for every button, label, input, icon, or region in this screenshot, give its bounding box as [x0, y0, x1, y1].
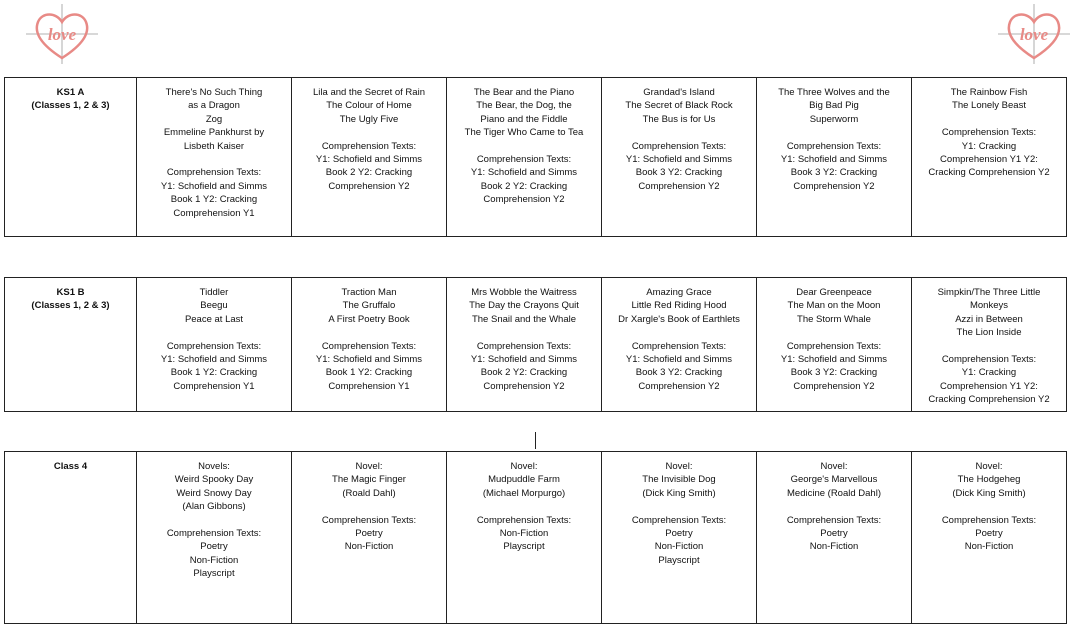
row-label: [5, 78, 137, 237]
text-line: The Invisible Dog: [642, 474, 716, 486]
text-line: Comprehension Y1: [328, 380, 410, 392]
text-line: Y1: Schofield and Simms: [625, 154, 733, 166]
text-line: Mrs Wobble the Waitress: [471, 287, 577, 298]
text-line: Comprehension Y2: [793, 380, 875, 392]
text-line: Playscript: [658, 554, 700, 566]
text-line: Big Bad Pig: [809, 100, 859, 112]
book-cell: [447, 78, 602, 237]
text-line: Superworm: [809, 113, 859, 125]
text-line: Comprehension Y2: [483, 194, 565, 206]
text-line: Non-Fiction: [344, 541, 394, 553]
text-line: The Rainbow Fish: [950, 87, 1028, 98]
text-line: Non-Fiction: [189, 554, 239, 566]
text-line: The Bear and the Piano: [473, 87, 575, 98]
text-line: The Man on the Moon: [787, 300, 881, 312]
spacer: [451, 500, 597, 513]
book-cell: [137, 78, 292, 237]
text-line: KS1 A: [56, 87, 85, 98]
text-line: Novels:: [198, 461, 230, 472]
text-line: Comprehension Y1 Y2:: [940, 380, 1038, 392]
text-line: Emmeline Pankhurst by: [163, 127, 265, 139]
text-line: The Three Wolves and the: [778, 87, 890, 98]
text-line: Y1: Cracking: [961, 367, 1017, 379]
spacer: [296, 500, 442, 513]
text-line: Weird Spooky Day: [174, 474, 254, 486]
text-line: Y1: Schofield and Simms: [315, 154, 423, 166]
text-line: Y1: Schofield and Simms: [160, 354, 268, 366]
text-line: Poetry: [820, 528, 848, 540]
spacer: [761, 126, 907, 139]
text-line: Book 3 Y2: Cracking: [790, 367, 878, 379]
text-line: Comprehension Texts:: [631, 140, 727, 152]
text-line: The Snail and the Whale: [471, 313, 577, 325]
text-line: Comprehension Y1 Y2:: [940, 154, 1038, 166]
row-label: [5, 278, 137, 412]
text-line: Mudpuddle Farm: [488, 474, 560, 486]
text-line: Book 2 Y2: Cracking: [480, 367, 568, 379]
book-cell: [602, 278, 757, 412]
book-cell: [757, 278, 912, 412]
text-line: George's Marvellous: [790, 474, 878, 486]
spacer: [451, 140, 597, 153]
spacer: [916, 340, 1062, 353]
text-line: Y1: Schofield and Simms: [625, 354, 733, 366]
text-line: Medicine (Roald Dahl): [787, 487, 881, 499]
text-line: Non-Fiction: [499, 528, 549, 540]
text-line: Amazing Grace: [646, 287, 712, 298]
text-line: Comprehension Texts:: [941, 514, 1037, 526]
text-line: (Roald Dahl): [342, 487, 396, 499]
text-line: Book 1 Y2: Cracking: [170, 194, 258, 206]
text-line: Comprehension Texts:: [631, 340, 727, 352]
book-cell: [912, 78, 1067, 237]
book-cell: [757, 78, 912, 237]
text-line: Comprehension Texts:: [786, 340, 882, 352]
text-line: Comprehension Y1: [173, 380, 255, 392]
text-line: Book 2 Y2: Cracking: [325, 167, 413, 179]
text-line: The Storm Whale: [797, 313, 871, 325]
text-line: Comprehension Texts:: [476, 340, 572, 352]
row-label: [5, 452, 137, 624]
text-line: The Day the Crayons Quit: [469, 300, 579, 312]
text-line: Comprehension Texts:: [166, 340, 262, 352]
text-line: Comprehension Texts:: [476, 154, 572, 166]
text-line: Comprehension Y2: [638, 380, 720, 392]
text-line: Novel:: [975, 461, 1003, 472]
text-line: Book 3 Y2: Cracking: [790, 167, 878, 179]
text-line: Class 4: [53, 461, 88, 472]
text-line: A First Poetry Book: [328, 313, 410, 325]
class4-block: [4, 451, 1067, 624]
book-cell: [757, 452, 912, 624]
school-logo-right: [998, 4, 1070, 64]
text-line: Comprehension Texts:: [476, 514, 572, 526]
text-line: Comprehension Y2: [793, 180, 875, 192]
text-line: (Dick King Smith): [952, 487, 1026, 499]
text-line: Comprehension Texts:: [321, 140, 417, 152]
book-cell: [137, 452, 292, 624]
text-line: Piano and the Fiddle: [480, 113, 568, 125]
text-line: Comprehension Texts:: [166, 167, 262, 179]
text-line: Comprehension Y1: [173, 207, 255, 219]
book-cell: [912, 452, 1067, 624]
spacer: [606, 326, 752, 339]
text-line: Comprehension Texts:: [941, 354, 1037, 366]
spacer: [296, 126, 442, 139]
text-line: The Gruffalo: [342, 300, 396, 312]
text-line: Simpkin/The Three Little: [937, 287, 1041, 298]
text-line: Poetry: [355, 528, 383, 540]
book-cell: [137, 278, 292, 412]
spacer: [451, 326, 597, 339]
text-line: Non-Fiction: [964, 541, 1014, 553]
school-logo-left: [26, 4, 98, 64]
text-line: Non-Fiction: [809, 541, 859, 553]
spacer: [761, 326, 907, 339]
text-line: The Hodgeheg: [957, 474, 1021, 486]
spacer: [606, 126, 752, 139]
spacer: [916, 113, 1062, 126]
text-line: Comprehension Texts:: [786, 514, 882, 526]
text-line: Y1: Schofield and Simms: [780, 154, 888, 166]
text-line: Y1: Schofield and Simms: [160, 180, 268, 192]
text-line: Y1: Schofield and Simms: [470, 354, 578, 366]
text-line: (Michael Morpurgo): [482, 487, 566, 499]
book-cell: [292, 278, 447, 412]
ks1b-block: [4, 277, 1067, 412]
book-cell: [292, 78, 447, 237]
text-line: (Dick King Smith): [642, 487, 716, 499]
text-line: (Classes 1, 2 & 3): [31, 100, 110, 112]
text-line: The Ugly Five: [339, 113, 399, 125]
text-line: Comprehension Texts:: [786, 140, 882, 152]
spacer: [606, 500, 752, 513]
text-line: There's No Such Thing: [165, 87, 263, 98]
text-line: Comprehension Y2: [638, 180, 720, 192]
text-line: Novel:: [665, 461, 693, 472]
text-line: Y1: Cracking: [961, 140, 1017, 152]
text-line: Novel:: [820, 461, 848, 472]
text-line: Peace at Last: [184, 313, 244, 325]
text-line: Weird Snowy Day: [176, 487, 252, 499]
text-line: Y1: Schofield and Simms: [780, 354, 888, 366]
logo-text: love: [47, 25, 77, 44]
text-line: The Magic Finger: [332, 474, 406, 486]
text-line: Playscript: [503, 541, 545, 553]
text-line: Comprehension Texts:: [166, 528, 262, 540]
text-line: Y1: Schofield and Simms: [470, 167, 578, 179]
spacer: [761, 500, 907, 513]
text-line: Traction Man: [341, 287, 397, 298]
text-line: The Secret of Black Rock: [625, 100, 733, 112]
text-line: Book 1 Y2: Cracking: [325, 367, 413, 379]
text-line: Comprehension Texts:: [631, 514, 727, 526]
text-line: as a Dragon: [188, 100, 240, 112]
text-line: The Tiger Who Came to Tea: [464, 127, 584, 139]
text-line: Grandad's Island: [643, 87, 715, 98]
text-line: Monkeys: [969, 300, 1008, 312]
text-line: Lisbeth Kaiser: [183, 140, 245, 152]
text-line: Dear Greenpeace: [796, 287, 872, 298]
divider-line: [535, 432, 536, 449]
text-line: The Lonely Beast: [952, 100, 1026, 112]
text-line: Tiddler: [199, 287, 229, 298]
text-line: Poetry: [665, 528, 693, 540]
book-cell: [447, 452, 602, 624]
text-line: KS1 B: [56, 287, 85, 298]
text-line: The Colour of Home: [326, 100, 412, 112]
text-line: Cracking Comprehension Y2: [928, 167, 1050, 179]
text-line: Little Red Riding Hood: [631, 300, 727, 312]
text-line: (Alan Gibbons): [182, 501, 246, 513]
text-line: Comprehension Texts:: [321, 514, 417, 526]
text-line: The Bear, the Dog, the: [476, 100, 572, 112]
text-line: Poetry: [200, 541, 228, 553]
text-line: Azzi in Between: [955, 313, 1023, 325]
text-line: Lila and the Secret of Rain: [313, 87, 425, 98]
spacer: [916, 500, 1062, 513]
logo-text: love: [1019, 25, 1049, 44]
book-cell: [447, 278, 602, 412]
text-line: Zog: [205, 113, 223, 125]
spacer: [141, 326, 287, 339]
text-line: Book 3 Y2: Cracking: [635, 367, 723, 379]
text-line: Non-Fiction: [654, 541, 704, 553]
book-cell: [602, 78, 757, 237]
text-line: Beegu: [200, 300, 228, 312]
text-line: Cracking Comprehension Y2: [928, 394, 1050, 406]
text-line: The Bus is for Us: [642, 113, 716, 125]
spacer: [296, 326, 442, 339]
text-line: Book 1 Y2: Cracking: [170, 367, 258, 379]
text-line: Comprehension Texts:: [321, 340, 417, 352]
text-line: Book 3 Y2: Cracking: [635, 167, 723, 179]
spacer: [141, 514, 287, 527]
text-line: Y1: Schofield and Simms: [315, 354, 423, 366]
text-line: Comprehension Texts:: [941, 127, 1037, 139]
text-line: Dr Xargle's Book of Earthlets: [618, 313, 740, 325]
text-line: Poetry: [975, 528, 1003, 540]
text-line: The Lion Inside: [956, 327, 1022, 339]
text-line: Comprehension Y2: [483, 380, 565, 392]
text-line: (Classes 1, 2 & 3): [31, 300, 110, 312]
text-line: Book 2 Y2: Cracking: [480, 180, 568, 192]
spacer: [141, 153, 287, 166]
text-line: Playscript: [193, 568, 235, 580]
ks1a-block: [4, 77, 1067, 237]
book-cell: [602, 452, 757, 624]
book-cell: [912, 278, 1067, 412]
text-line: Novel:: [355, 461, 383, 472]
text-line: Novel:: [510, 461, 538, 472]
text-line: Comprehension Y2: [328, 180, 410, 192]
book-cell: [292, 452, 447, 624]
